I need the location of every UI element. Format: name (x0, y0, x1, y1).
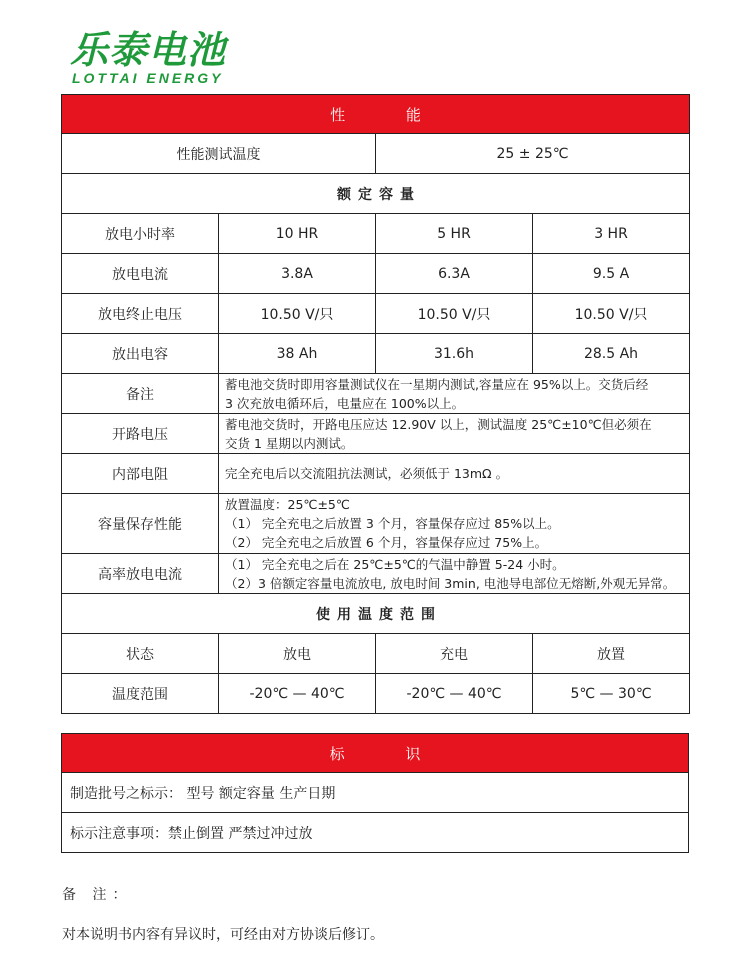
note-text (219, 494, 690, 554)
table-row (62, 674, 690, 714)
marking-row: 标示注意事项：禁止倒置 严禁过冲过放 (62, 813, 689, 853)
note-line: （2）3 倍额定容量电流放电, 放电时间 3min, 电池导电部位无熔断,外观无异常。 (225, 575, 676, 591)
cell-value: 9.5 A (533, 254, 690, 294)
note-text (219, 554, 690, 594)
note-text (219, 374, 690, 414)
logo-english-name: LOTTAI ENERGY (72, 70, 224, 86)
logo-chinese-name: 乐泰电池 (70, 28, 227, 72)
test-temp-value: 25 ± 25℃ (376, 134, 690, 174)
marking-table (61, 733, 689, 853)
note-line: 蓄电池交货时即用容量测试仪在一星期内测试,容量应在 95%以上。交货后经 (225, 376, 649, 392)
note-line: （1） 完全充电之后放置 3 个月，容量保存应过 85%以上。 (225, 516, 560, 531)
temp-range-header: 使用温度范围 (62, 594, 690, 634)
cell-value: 3.8A (219, 254, 376, 294)
table-row (62, 334, 690, 374)
table-row (62, 634, 690, 674)
cell-value: -20℃ — 40℃ (219, 674, 376, 714)
column-header: 状态 (62, 634, 219, 674)
note-text (219, 454, 690, 494)
note-line: 放置温度：25℃±5℃ (225, 497, 350, 512)
cell-value: 10.50 V/只 (533, 294, 690, 334)
cell-value: 5℃ — 30℃ (533, 674, 690, 714)
table-row (62, 414, 690, 454)
marking-header: 标 识 (62, 734, 689, 773)
company-logo (70, 30, 240, 88)
column-header: 放电 (219, 634, 376, 674)
row-label: 内部电阻 (62, 454, 219, 494)
performance-table (61, 94, 690, 714)
cell-value: 10.50 V/只 (376, 294, 533, 334)
table-row (62, 454, 690, 494)
table-row (62, 494, 690, 554)
note-line: 交货 1 星期以内测试。 (225, 435, 354, 451)
cell-value: -20℃ — 40℃ (376, 674, 533, 714)
rated-capacity-header: 额定容量 (62, 174, 690, 214)
table-row (62, 214, 690, 254)
row-label: 温度范围 (62, 674, 219, 714)
table-row (62, 813, 689, 853)
cell-value: 3 HR (533, 214, 690, 254)
note-line: 3 次充放电循环后，电量应在 100%以上。 (225, 395, 465, 411)
cell-value: 10.50 V/只 (219, 294, 376, 334)
note-text (219, 414, 690, 454)
table-row (62, 374, 690, 414)
note-line: 完全充电后以交流阻抗法测试，必须低于 13mΩ 。 (225, 466, 509, 481)
table-row (62, 254, 690, 294)
column-header: 充电 (376, 634, 533, 674)
row-label: 放电小时率 (62, 214, 219, 254)
note-line: （1） 完全充电之后在 25℃±5℃的气温中静置 5-24 小时。 (225, 556, 565, 572)
row-label: 高率放电电流 (62, 554, 219, 594)
cell-value: 28.5 Ah (533, 334, 690, 374)
table-row (62, 773, 689, 813)
row-label: 放电电流 (62, 254, 219, 294)
remark-text: 对本说明书内容有异议时，可经由对方协谈后修订。 (62, 927, 384, 943)
test-temp-label: 性能测试温度 (62, 134, 376, 174)
row-label: 容量保存性能 (62, 494, 219, 554)
note-line: （2） 完全充电之后放置 6 个月，容量保存应过 75%上。 (225, 535, 548, 550)
cell-value: 38 Ah (219, 334, 376, 374)
row-label: 放出电容 (62, 334, 219, 374)
row-label: 备注 (62, 374, 219, 414)
cell-value: 31.6h (376, 334, 533, 374)
marking-row: 制造批号之标示： 型号 额定容量 生产日期 (62, 773, 689, 813)
row-label: 开路电压 (62, 414, 219, 454)
table-row (62, 554, 690, 594)
remark-label: 备 注： (62, 887, 133, 903)
column-header: 放置 (533, 634, 690, 674)
table-row (62, 294, 690, 334)
cell-value: 10 HR (219, 214, 376, 254)
note-line: 蓄电池交货时，开路电压应达 12.90V 以上，测试温度 25℃±10℃但必须在 (225, 416, 652, 432)
cell-value: 5 HR (376, 214, 533, 254)
performance-header: 性 能 (62, 95, 690, 134)
row-label: 放电终止电压 (62, 294, 219, 334)
cell-value: 6.3A (376, 254, 533, 294)
